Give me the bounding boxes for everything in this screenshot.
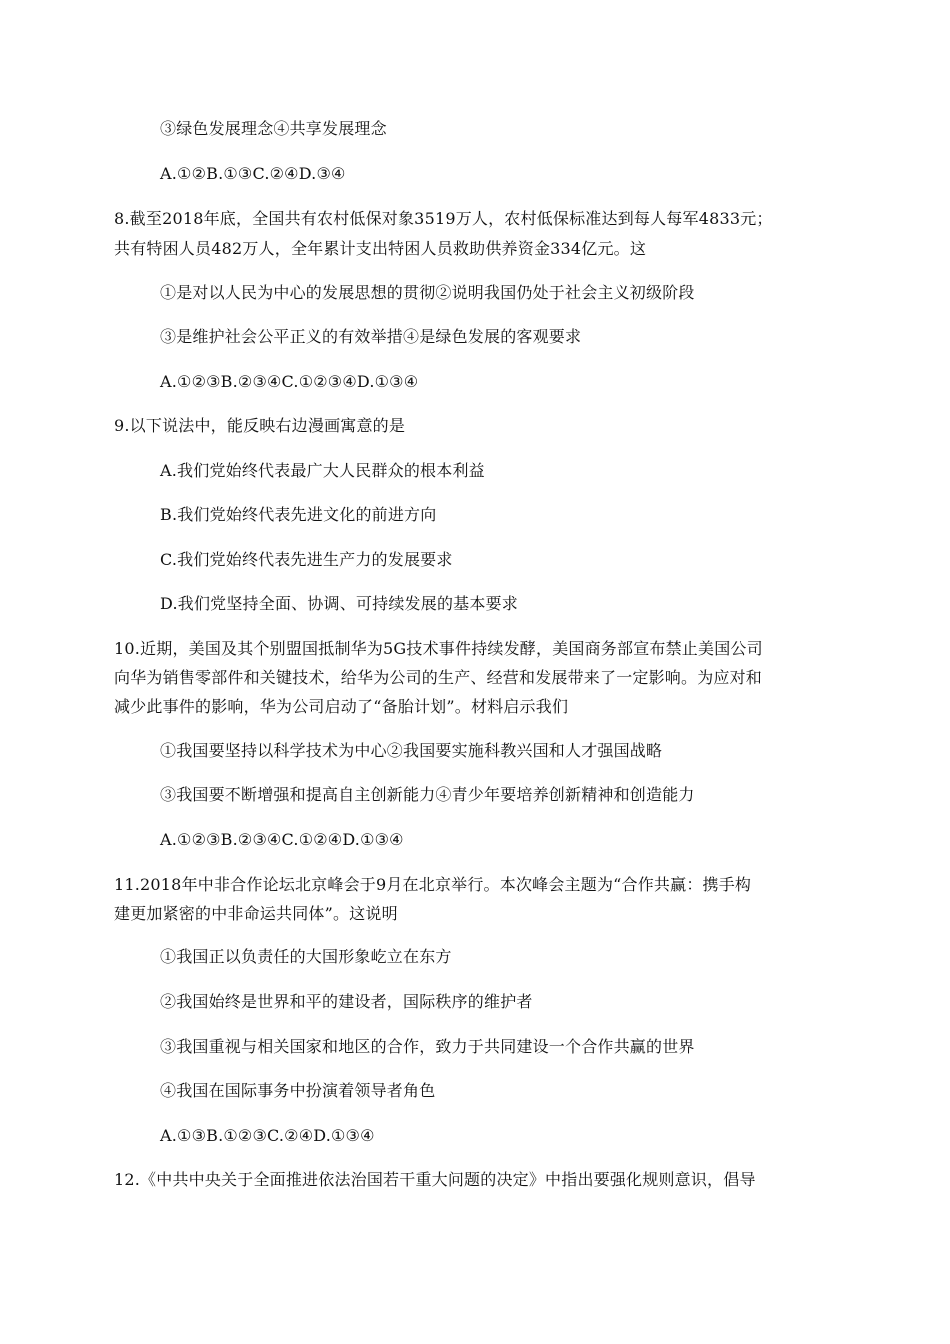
q10-stem-line-2: 向华为销售零部件和关键技术，给华为公司的生产、经营和发展带来了一定影响。为应对和 <box>114 668 763 687</box>
q10-option-line-1-2: ①我国要坚持以科学技术为中心②我国要实施科教兴国和人才强国战略 <box>160 741 663 760</box>
q12-stem-line-1: 12.《中共中央关于全面推进依法治国若干重大问题的决定》中指出要强化规则意识，倡导 <box>114 1170 756 1189</box>
q9-option-a: A.我们党始终代表最广大人民群众的根本利益 <box>160 461 485 480</box>
q11-stem-line-2: 建更加紧密的中非命运共同体”。这说明 <box>114 904 398 923</box>
q10-option-line-3-4: ③我国要不断增强和提高自主创新能力④青少年要培养创新精神和创造能力 <box>160 785 695 804</box>
q10-stem-line-1: 10.近期，美国及其个别盟国抵制华为5G技术事件持续发酵，美国商务部宣布禁止美国公司 <box>114 639 763 658</box>
q8-option-line-3-4: ③是维护社会公平正义的有效举措④是绿色发展的客观要求 <box>160 327 582 346</box>
q11-option-1: ①我国正以负责任的大国形象屹立在东方 <box>160 947 452 966</box>
q9-option-c: C.我们党始终代表先进生产力的发展要求 <box>160 550 453 569</box>
q11-option-3: ③我国重视与相关国家和地区的合作，致力于共同建设一个合作共赢的世界 <box>160 1037 695 1056</box>
q11-option-4: ④我国在国际事务中扮演着领导者角色 <box>160 1081 436 1100</box>
q8-answer-choices: A.①②③B.②③④C.①②③④D.①③④ <box>160 372 419 391</box>
q11-stem-line-1: 11.2018年中非合作论坛北京峰会于9月在北京举行。本次峰会主题为“合作共赢：携手构 <box>114 875 752 894</box>
q9-option-d: D.我们党坚持全面、协调、可持续发展的基本要求 <box>160 594 518 613</box>
q9-option-b: B.我们党始终代表先进文化的前进方向 <box>160 505 437 524</box>
q9-stem: 9.以下说法中，能反映右边漫画寓意的是 <box>114 416 406 435</box>
q10-answer-choices: A.①②③B.②③④C.①②④D.①③④ <box>160 830 404 849</box>
q11-answer-choices: A.①③B.①②③C.②④D.①③④ <box>160 1126 375 1145</box>
q8-option-line-1-2: ①是对以人民为中心的发展思想的贯彻②说明我国仍处于社会主义初级阶段 <box>160 283 695 302</box>
q8-stem-line-2: 共有特困人员482万人，全年累计支出特困人员救助供养资金334亿元。这 <box>114 239 647 258</box>
q7-answer-choices: A.①②B.①③C.②④D.③④ <box>160 164 346 183</box>
q11-option-2: ②我国始终是世界和平的建设者，国际秩序的维护者 <box>160 992 533 1011</box>
q10-stem-line-3: 减少此事件的影响，华为公司启动了“备胎计划”。材料启示我们 <box>114 697 569 716</box>
q7-option-line-3-4: ③绿色发展理念④共享发展理念 <box>160 119 387 138</box>
q8-stem-line-1: 8.截至2018年底，全国共有农村低保对象3519万人，农村低保标准达到每人每军4833元； <box>114 209 773 228</box>
